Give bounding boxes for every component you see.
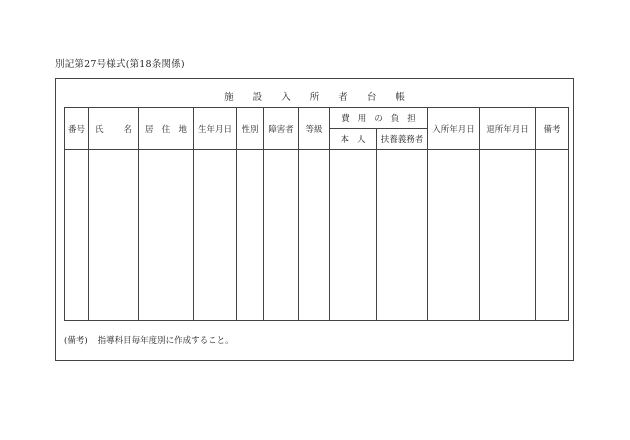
cell-cost-supporter[interactable] [377, 150, 428, 321]
remarks-note-text: 指導科目毎年度別に作成すること。 [97, 336, 234, 346]
self-char: 本 [340, 135, 349, 145]
title-char: 設 [252, 92, 263, 103]
name-char: 氏 [95, 124, 104, 135]
cell-number[interactable] [65, 150, 89, 321]
address-char: 住 [161, 124, 171, 135]
cost-char: の [374, 114, 383, 124]
col-cost-supporter-header: 扶養義務者 [377, 129, 428, 150]
name-char: 名 [123, 124, 132, 135]
cost-char: 担 [407, 114, 416, 124]
ledger-body-row [65, 150, 569, 321]
self-char: 人 [357, 135, 366, 145]
ledger-frame [55, 78, 574, 361]
col-cost-self-header [330, 129, 377, 150]
address-char: 居 [145, 124, 154, 135]
col-name-header [89, 108, 139, 150]
cell-admission[interactable] [428, 150, 480, 321]
title-char: 帳 [395, 92, 405, 103]
ledger-title [56, 89, 573, 103]
form-number-label: 別記第27号様式(第18条関係) [55, 59, 185, 70]
col-discharge-header: 退所年月日 [480, 108, 536, 150]
ledger-table [64, 107, 569, 321]
cost-char: 負 [390, 114, 400, 124]
cell-birth[interactable] [194, 150, 237, 321]
col-grade-header: 等級 [299, 108, 330, 150]
title-char: 者 [338, 92, 348, 103]
title-char: 入 [281, 92, 291, 103]
cell-address[interactable] [139, 150, 194, 321]
address-char: 地 [178, 124, 187, 135]
title-char: 施 [224, 92, 234, 103]
cell-disability[interactable] [264, 150, 299, 321]
col-cost-header [330, 108, 428, 129]
cell-name[interactable] [89, 150, 139, 321]
cost-char: 費 [341, 114, 350, 124]
title-char: 所 [309, 92, 320, 103]
cell-discharge[interactable] [480, 150, 536, 321]
cell-grade[interactable] [299, 150, 330, 321]
col-birth-header: 生年月日 [194, 108, 237, 150]
col-admission-header: 入所年月日 [428, 108, 480, 150]
col-disability-header: 障害者 [264, 108, 299, 150]
cell-remarks[interactable] [536, 150, 569, 321]
cell-gender[interactable] [237, 150, 264, 321]
col-number-header: 番号 [65, 108, 89, 150]
cell-cost-self[interactable] [330, 150, 377, 321]
col-address-header [139, 108, 194, 150]
col-gender-header: 性別 [237, 108, 264, 150]
remarks-note-tag: (備考) [64, 336, 88, 346]
remarks-note [64, 334, 234, 346]
title-char: 台 [366, 92, 377, 103]
header-row-top [65, 108, 569, 129]
cost-char: 用 [357, 114, 367, 124]
col-remarks-header: 備考 [536, 108, 569, 150]
